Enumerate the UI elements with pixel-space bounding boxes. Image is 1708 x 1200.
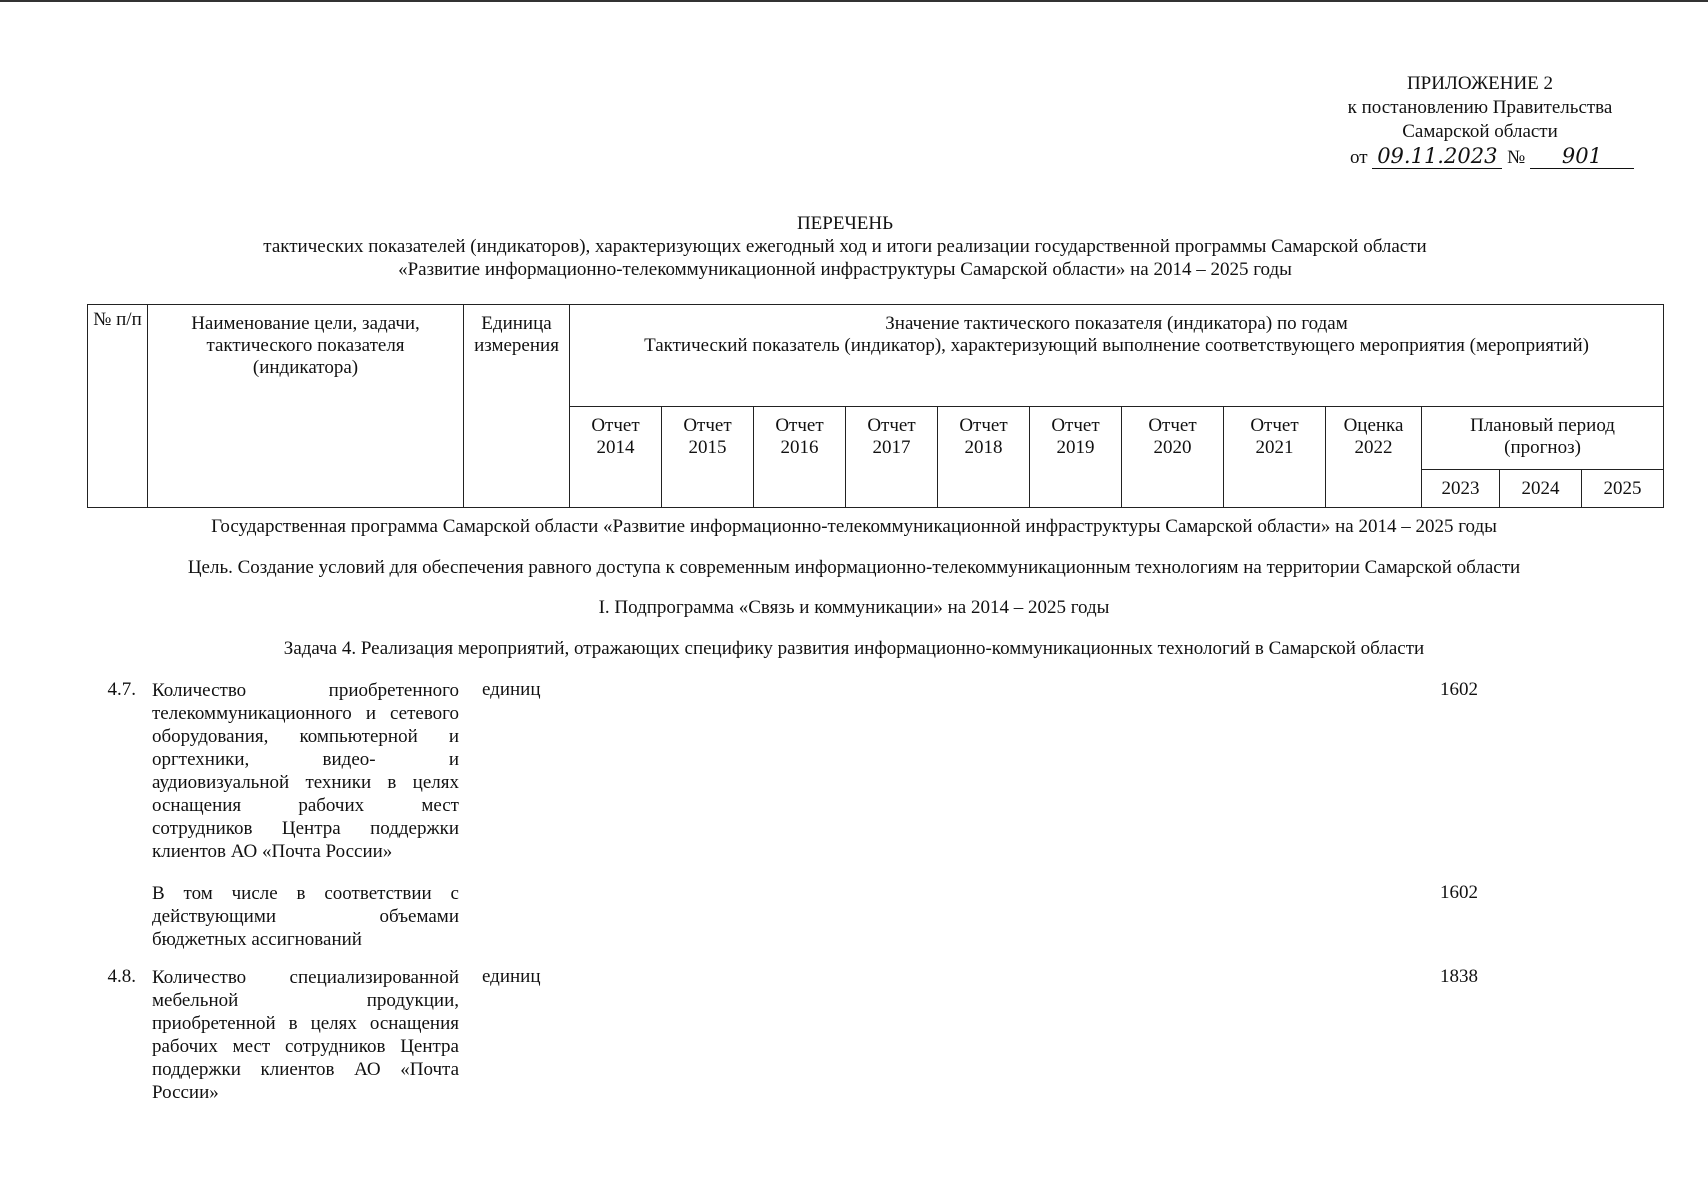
decree-date-number xyxy=(1350,144,1634,169)
plan-period-header: Плановый период (прогноз) xyxy=(1422,407,1664,470)
title-line-2: тактических показателей (индикаторов), характеризующих ежегодный ход и итоги реализации государственной программы Самарской области xyxy=(263,236,1427,257)
handwritten-number: 901 xyxy=(1530,144,1634,169)
col-header-unit: Единица измерения xyxy=(464,305,570,508)
values-title-2: Тактический показатель (индикатор), характеризующий выполнение соответствующего мероприятия (мероприятий) xyxy=(644,335,1589,356)
date-prefix: от xyxy=(1350,147,1368,168)
year-header-2016: Отчет 2016 xyxy=(754,407,846,508)
col-header-number: № п/п xyxy=(88,305,148,508)
row-unit-4-8: единиц xyxy=(482,966,541,987)
row-value-budget: 1602 xyxy=(1440,882,1478,903)
row-name-4-7: Количество приобретенного телекоммуникационного и сетевого оборудования, компьютерной и оргтехники, видео- и аудиовизуальной техники в целях оснащения рабочих мест сотрудников Центра поддержки клиентов АО «Почта России» xyxy=(152,680,459,862)
row-number-4-7: 4.7. xyxy=(107,679,136,700)
title-line-3: «Развитие информационно-телекоммуникационной инфраструктуры Самарской области» на 2014 – 2025 годы xyxy=(398,259,1292,280)
appendix-title: ПРИЛОЖЕНИЕ 2 xyxy=(1406,73,1554,94)
year-header-2014: Отчет 2014 xyxy=(570,407,662,508)
row-value-4-8: 1838 xyxy=(1440,966,1478,987)
indicators-table-header xyxy=(87,304,1664,508)
handwritten-date: 09.11.2023 xyxy=(1372,144,1502,169)
document-title xyxy=(160,212,1530,281)
plan-year-2025: 2025 xyxy=(1582,470,1664,508)
plan-year-2023: 2023 xyxy=(1422,470,1500,508)
title-line-1: ПЕРЕЧЕНЬ xyxy=(796,213,894,234)
task-heading: Задача 4. Реализация мероприятий, отражающих специфику развития информационно-коммуникационных технологий в Самарской области xyxy=(283,638,1425,659)
row-name-4-8: Количество специализированной мебельной продукции, приобретенной в целях оснащения рабочих мест сотрудников Центра поддержки клиентов АО «Почта России» xyxy=(152,967,459,1103)
number-sign: № xyxy=(1507,147,1526,168)
appendix-line-resolution: к постановлению Правительства xyxy=(1347,97,1613,118)
year-header-2021: Отчет 2021 xyxy=(1224,407,1326,508)
year-header-2015: Отчет 2015 xyxy=(662,407,754,508)
row-number-4-8: 4.8. xyxy=(107,966,136,987)
year-header-2019: Отчет 2019 xyxy=(1030,407,1122,508)
year-header-2018: Отчет 2018 xyxy=(938,407,1030,508)
program-heading: Государственная программа Самарской области «Развитие информационно-телекоммуникационной инфраструктуры Самарской области» на 2014 – 2025 годы xyxy=(211,516,1497,537)
year-header-2022: Оценка 2022 xyxy=(1326,407,1422,508)
top-border-line xyxy=(0,0,1708,2)
year-header-2017: Отчет 2017 xyxy=(846,407,938,508)
plan-year-2024: 2024 xyxy=(1500,470,1582,508)
year-header-2020: Отчет 2020 xyxy=(1122,407,1224,508)
values-title-1: Значение тактического показателя (индикатора) по годам xyxy=(885,313,1348,334)
col-header-name: Наименование цели, задачи, тактического показателя (индикатора) xyxy=(148,305,464,508)
row-name-budget: В том числе в соответствии с действующими объемами бюджетных ассигнований xyxy=(152,883,459,950)
col-header-values xyxy=(570,305,1664,407)
appendix-block xyxy=(1330,72,1630,144)
goal-heading: Цель. Создание условий для обеспечения равного доступа к современным информационно-телекоммуникационным технологиям на территории Самарской области xyxy=(187,557,1521,578)
row-unit-4-7: единиц xyxy=(482,679,541,700)
appendix-line-region: Самарской области xyxy=(1402,121,1558,142)
row-value-4-7: 1602 xyxy=(1440,679,1478,700)
subprogram-heading: I. Подпрограмма «Связь и коммуникации» на 2014 – 2025 годы xyxy=(598,597,1110,618)
